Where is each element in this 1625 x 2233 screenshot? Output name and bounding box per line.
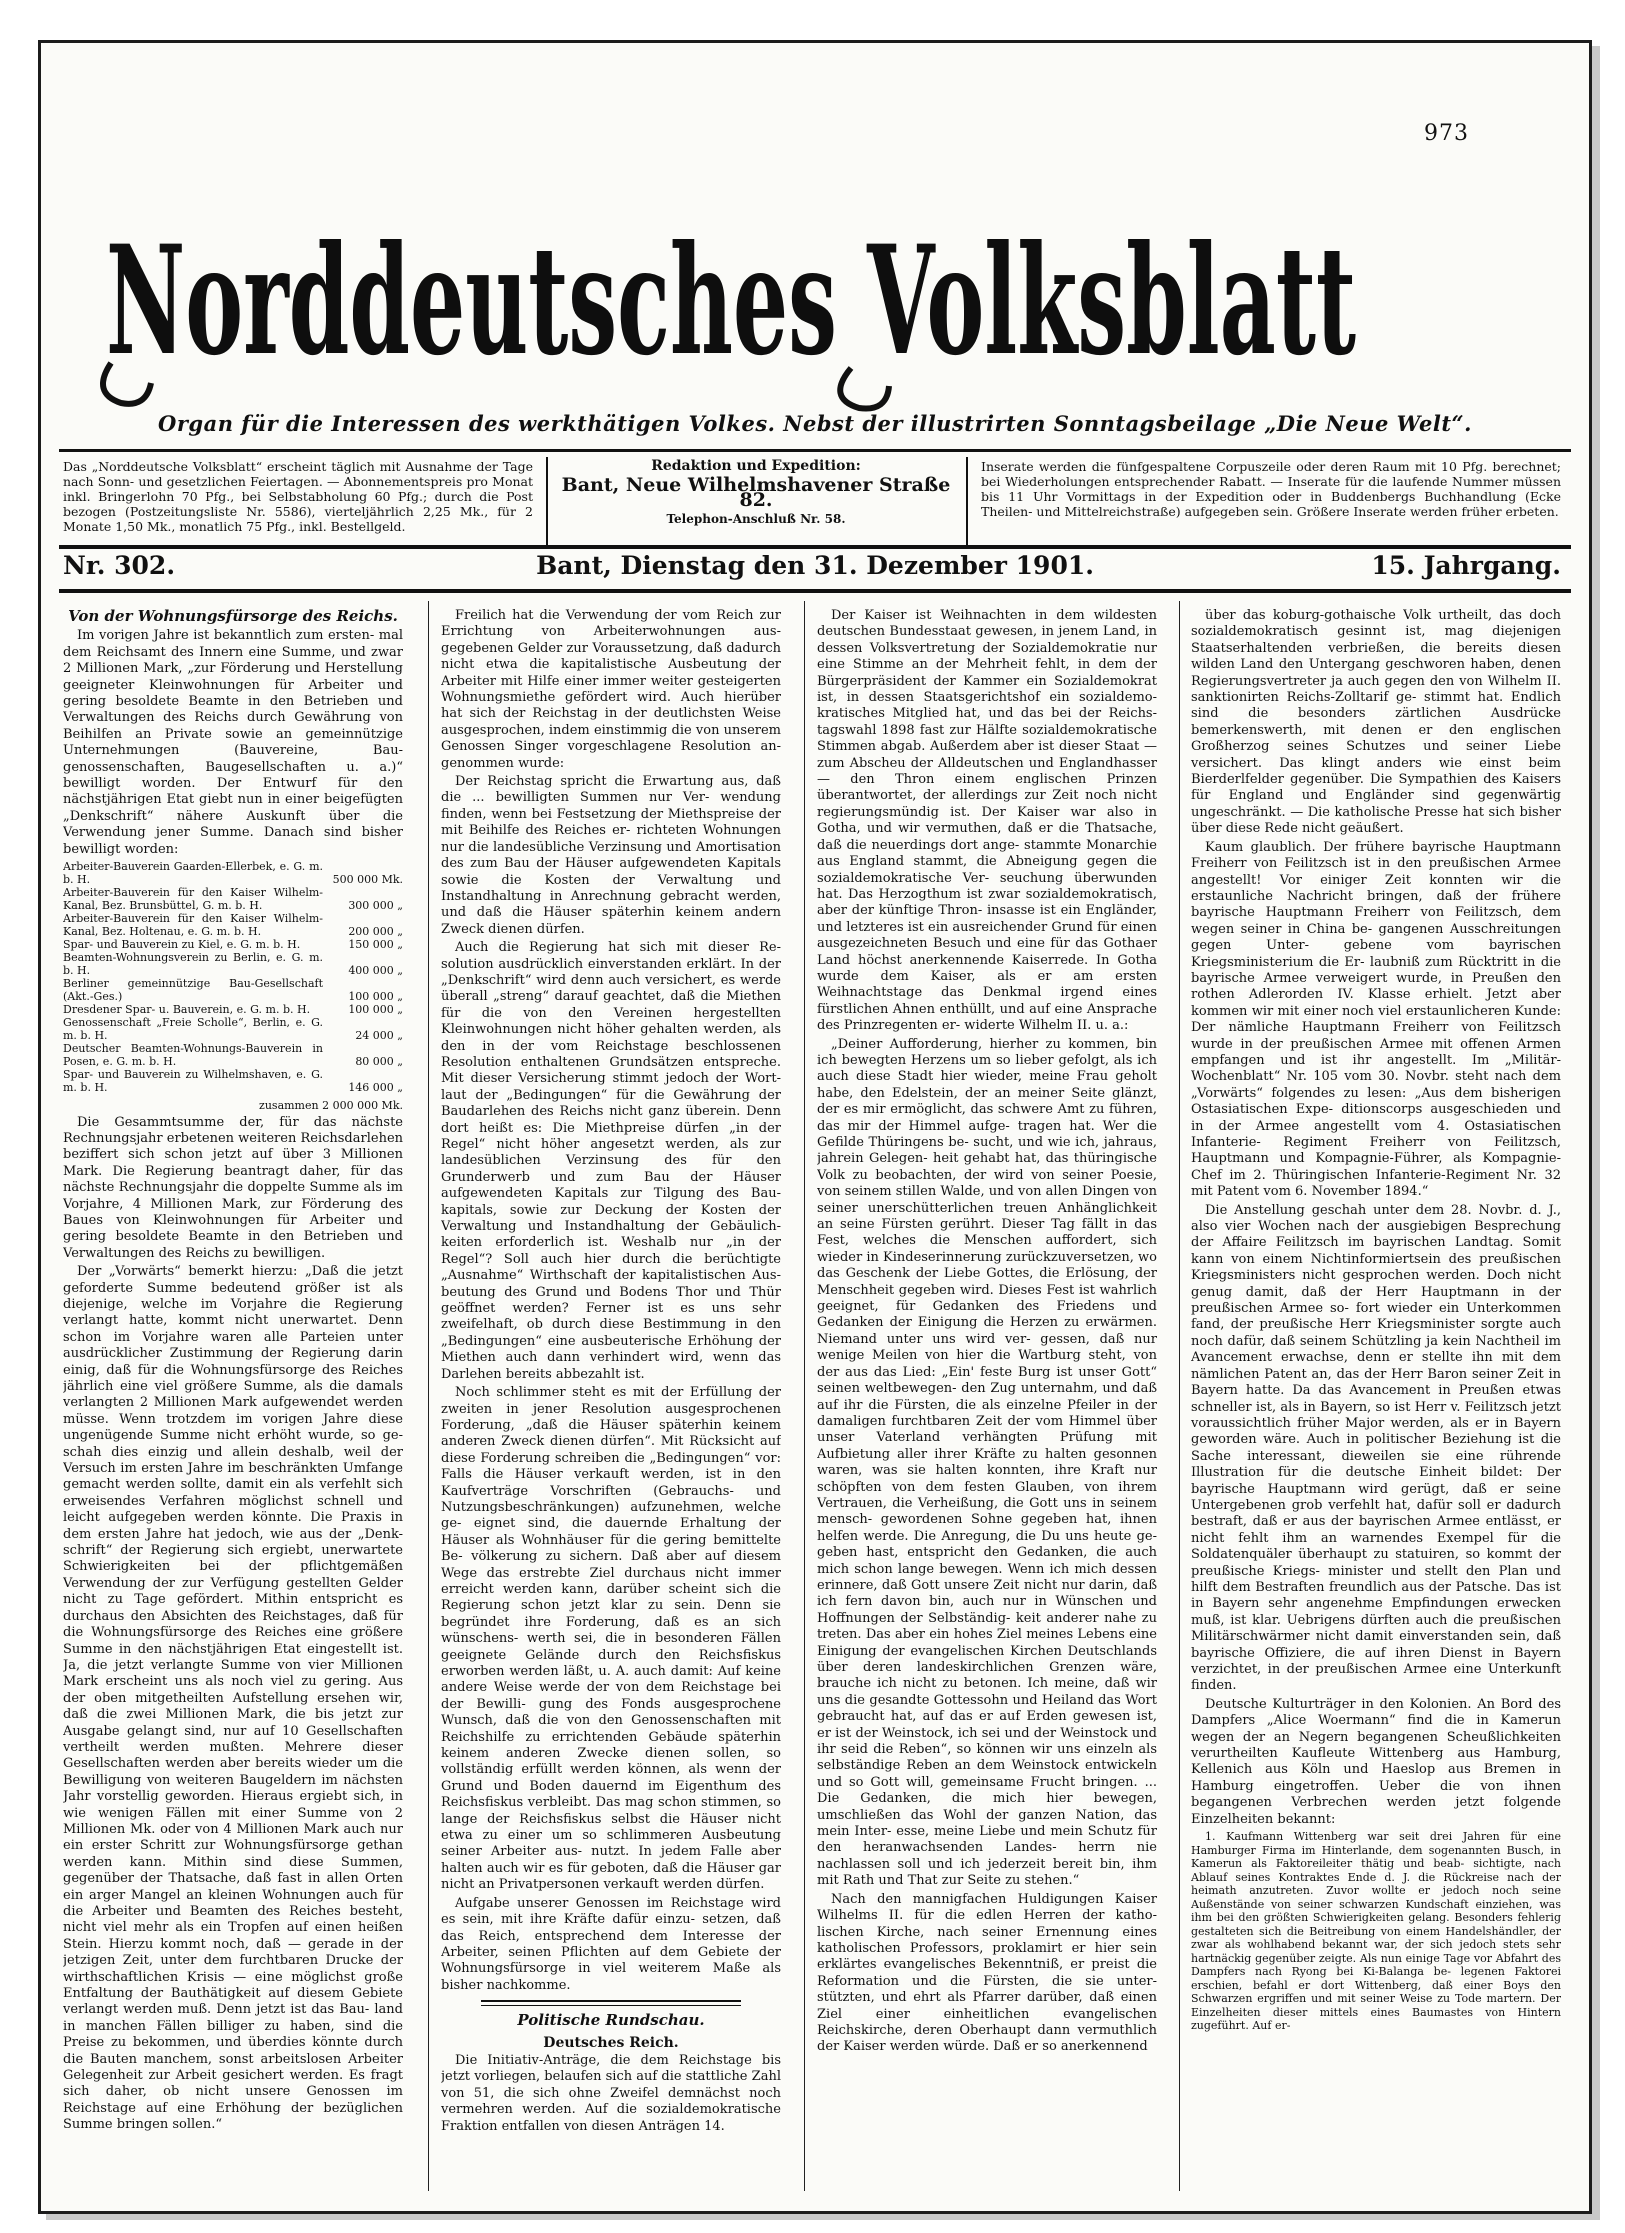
editorial-heading: Redaktion und Expedition:	[651, 458, 861, 474]
article-paragraph: Der Kaiser ist Weihnachten in dem wildesten deutschen Bundesstaat gewesen, in jenem Land, in dessen Volksvertretung der Sozialdemokratie nur eine Stimme an der Mehrheit fehlt, in dem der Bürgerpräsident der Kammer ein Sozialdemokrat ist, in dessen Staatsgerichtshof ein sozialdemo- kratisches Mitglied hat, und das bei der Reichs- tagswahl 1898 fast zur Hälfte sozialdemokratische Stimmen abgab. Außerdem aber ist dieser Staat — zum Abscheu der Alldeutschen und Englandhasser — den Thron einem englischen Prinzen überantwortet, der allerdings zur Zeit noch nicht regierungsmündig ist. Der Kaiser war also in Gotha, und wir vermuthen, daß er die Thatsache, daß die neuerdings dort ange- stammte Monarchie aus England stammt, die Abneigung gegen die sozialdemokratische Ver- seuchung überwunden hat. Das Herzogthum ist zwar sozialdemokratisch, aber der künftige Thron- insasse ist ein Engländer, und letzteres ist ein ausreichender Grund für einen ausgezeichneten Besuch und eine für das Gothaer Land höchst anerkennende Kaiserrede. In Gotha wurde dem Kaiser, als er am ersten Weihnachtstage das Denkmal irgend eines fürstlichen Ahnen enthüllt, und auf eine Ansprache des Prinzregenten er- widerte Wilhelm II. u. a.:	[817, 608, 1157, 1034]
article-paragraph: Auch die Regierung hat sich mit dieser Re- solution ausdrücklich einverstanden erklärt. In der „Denkschrift“ wird denn auch versichert, es werde überall „streng“ darauf geachtet, daß die Miethen für die von den Vereinen hergestellten Kleinwohnungen nicht höher gehalten werden, als den in der vom Reichstage beschlossenen Resolution enthaltenen Grundsätzen entspreche. Mit dieser Versicherung stimmt jedoch der Wort- laut der „Bedingungen“ für die Gewährung der Baudarlehen des Reichs nicht ganz überein. Denn dort heißt es: Die Miethpreise dürfen „in der Regel“ nicht höher angesetzt werden, als zur landesüblichen Verzinsung des für den Grunderwerb und zum Bau der Häuser aufgewendeten Kapitals zur Tilgung des Bau- kapitals, sowie zur Deckung der Kosten der Verwaltung und Instandhaltung der Gebäulich- keiten erforderlich ist. Weshalb nur „in der Regel“? Soll auch hier durch die berüchtigte „Ausnahme“ Wirthschaft der kapitalistischen Aus- beutung des Grund und Bodens Thor und Thür geöffnet werden? Ferner ist es uns sehr zweifelhaft, ob durch diese Bestimmung in den „Bedingungen“ eine ausbeuterische Erhöhung der Miethen auch dann verhindert wird, wenn das Darlehen bereits abbezahlt ist.	[441, 940, 781, 1382]
column-4	[1191, 608, 1561, 2168]
article-heading: Von der Wohnungsfürsorge des Reichs.	[68, 608, 398, 625]
funds-row	[63, 1042, 403, 1068]
funds-name: Genossenschaft „Freie Scholle“, Berlin, e. G. m. b. H.	[63, 1016, 323, 1043]
article-paragraph: Die Anstellung geschah unter dem 28. Novbr. d. J., also vier Wochen nach der ausgiebigen Besprechung der Affaire Feilitzsch im bayrischen Landtag. Somit kann von einem Nichtinformiertsein des preußischen Kriegsministers nicht gesprochen werden. Doch nicht genug damit, daß der Herr Hauptmann in der preußischen Armee so- fort wieder ein Unterkommen fand, der preußische Herr Kriegsminister sorgte auch noch dafür, daß seinem Schützling ja kein Nachtheil im Avancement erwachse, denn er stellte ihn mit dem nämlichen Patent an, das der Herr Baron seiner Zeit in Bayern hatte. Da das Avancement in Preußen etwas schneller ist, als in Bayern, so ist Herr v. Feilitzsch jetzt voraussichtlich früher Major werden, als er in Bayern geworden wäre. Auch in politischer Beziehung ist die Sache interessant, dieweilen sie eine rührende Illustration für die deutsche Einheit bildet: Der bayrische Hauptmann wird gerügt, daß er seine Untergebenen grob verfehlt hat, dafür soll er dadurch bestraft, daß er aus der bayrischen Armee entlässt, er nicht fehlt ihm an warnendes Exempel für die Soldatenquäler überhaupt zu statuiren, so kommt der preußische Kriegs- minister und stellt den Plan und hilft dem Bestraften freundlich aus der Patsche. Das ist in Bayern sehr angenehme Empfindungen erwecken muß, ist klar. Uebrigens dürften auch die preußischen Militärschwärmer nicht damit einverstanden sein, daß bayrische Offiziere, die auf ihren Dienst in Bayern verzichtet, in der preußischen Armee eine Unterkunft finden.	[1191, 1202, 1561, 1694]
masthead-subtitle: Organ für die Interessen des werkthätigen Volkes. Nebst der illustrirten Sonntagsbeilage „Die Neue Welt“.	[158, 411, 1472, 436]
column-2	[441, 608, 781, 2168]
column-1	[63, 608, 403, 2168]
section-heading: Politische Rundschau.	[517, 2011, 705, 2030]
article-paragraph: Nach den mannigfachen Huldigungen Kaiser Wilhelms II. für die edlen Herren der katho- lischen Kirche, nach seiner Ernennung eines katholischen Professors, proklamirt er hier sein erklärtes evangelisches Bekenntniß, er preist die Reformation und die Fürsten, die sie unter- stützten, und ehrt als Pfarrer darüber, daß einen Ziel einer einheitlichen evangelischen Reichskirche, deren Oberhaupt dann vermuthlich der Kaiser werden würde. Daß er so anerkennend	[817, 1891, 1157, 2055]
dateline-rule	[59, 589, 1571, 593]
article-paragraph-small: 1. Kaufmann Wittenberg war seit drei Jahren für eine Hamburger Firma im Hinterlande, dem sogenannten Busch, in Kamerun als Faktoreileiter thätig und beab- sichtigte, nach Ablauf seines Kontraktes Ende d. J. die Rückreise nach der heimath anzutreten. Zuvor wollte er jedoch noch seine Außenstände von seiner schwarzen Kundschaft einziehen, was ihm bei den größten Schwierigkeiten gelang. Besonders fehlerig gestalteten sich die Beitreibung von einem Handelshändler, der zwar als wohlhabend bekannt war, der sich jedoch stets sehr hartnäckig gegenüber zeigte. Als nun einige Tage vor Abfahrt des Dampfers nach Ryong bei Ki-Balanga be- legenen Faktorei erschien, befahl er dort Wittenberg, daß einer Boys den Schwarzen ergriffen und mit seiner Weise zu Tode martern. Der Einzelheiten dieser mittels eines Baumastes von Hintern zugeführt. Auf er-	[1191, 1830, 1561, 2033]
header-rule-top	[59, 449, 1571, 452]
column-divider-1	[428, 601, 429, 2191]
column-3	[817, 608, 1157, 2168]
column-divider-2	[804, 601, 805, 2191]
editorial-info	[561, 459, 951, 527]
article-paragraph: Deutsche Kulturträger in den Kolonien. An Bord des Dampfers „Alice Woermann“ find die in Kamerun wegen der an Negern begangenen Scheußlichkeiten verurtheilten Kaufleute Wittenberg aus Hamburg, Kellenich aus Köln und Haeslop aus Bremen in Hamburg eingetroffen. Ueber die von ihnen begangenen Verbrechen werden jetzt folgende Einzelheiten bekannt:	[1191, 1696, 1561, 1827]
article-paragraph: Kaum glaublich. Der frühere bayrische Hauptmann Freiherr von Feilitzsch ist in den preußischen Armee angestellt! Vor einiger Zeit konnten wir die erstaunliche Nachricht bringen, daß der frühere bayrische Hauptmann Freiherr von Feilitzsch, dem wegen seiner in China be- gangenen Ausschreitungen gegen Unter- gebene vom bayrischen Kriegsministerium die Er- laubniß zum Rücktritt in die bayrische Armee verweigert wurde, in Preußen den rothen Adlerorden IV. Klasse erhielt. Jetzt aber kommen wir mit einer noch viel erstaunlicheren Kunde: Der nämliche Hauptmann Freiherr von Feilitzsch wurde in der preußischen Armee mit offenen Armen empfangen und ist ihr angestellt. Im „Militär-Wochenblatt“ Nr. 105 vom 30. Novbr. steht nach dem „Vorwärts“ folgendes zu lesen: „Aus dem bisherigen Ostasiatischen Expe- ditionscorps ausgeschieden und in der Armee angestellt vom 4. Ostasiatischen Infanterie- Regiment Freiherr von Feilitzsch, Hauptmann und Kompagnie-Führer, als Kompagnie-Chef im 2. Thüringischen Infanterie-Regiment Nr. 32 mit Patent vom 6. November 1894.“	[1191, 839, 1561, 1200]
funds-row	[63, 1068, 403, 1094]
header-rule-bottom	[59, 545, 1571, 549]
funds-amount: 400 000 „	[348, 964, 403, 978]
funds-amount: 80 000 „	[355, 1055, 403, 1069]
funds-amount: 100 000 „	[348, 1003, 403, 1017]
newspaper-page	[38, 40, 1592, 2214]
article-paragraph: über das koburg-gothaische Volk urtheilt, das doch sozialdemokratisch gesinnt ist, mag diejenigen Staatserhaltenden verbrießen, die bereits diesen wilden Land den Untergang geschworen haben, denen Regierungsvertreter ja auch gegen den von Wilhelm II. sanktionirten Reichs-Zolltarif ge- stimmt hat. Endlich sind die besonders zärtlichen Ausdrücke bemerkenswerth, mit denen er den englischen Großherzog seines Schutzes und seiner Liebe versichert. Das klingt anders wie einst beim Bierderlfelder gegenüber. Die Sympathien des Kaisers für England und Engländer sind gegenwärtig ungeschränkt. — Die katholische Presse hat sich bisher über diese Rede nicht geäußert.	[1191, 608, 1561, 837]
funds-row	[63, 860, 403, 886]
masthead-title: Norddeutsches Volksblatt	[106, 213, 1356, 389]
funds-row	[63, 938, 403, 951]
funds-amount: 300 000 „	[348, 899, 403, 913]
funds-name: Arbeiter-Bauverein für den Kaiser Wilhelm- Kanal, Bez. Brunsbüttel, G. m. b. H.	[63, 886, 323, 913]
issue-number: Nr. 302.	[63, 551, 176, 580]
funds-amount: 500 000 Mk.	[332, 873, 403, 887]
funds-name: Spar- und Bauverein zu Wilhelmshaven, e. G. m. b. H.	[63, 1068, 323, 1095]
article-paragraph: „Deiner Aufforderung, hierher zu kommen, bin ich bewegten Herzens um so lieber gefolgt, als ich auch diese Stadt hier wieder, meine Frau geholt habe, den Edelstein, der an meiner Seite glänzt, der es mir ermöglicht, das schwere Amt zu führen, das mir der Himmel aufge- tragen hat. Wer die Gefilde Thüringens be- sucht, und wie ich, jahraus, jahrein Gelegen- heit gehabt hat, das thüringische Volk zu beobachten, der wird von seiner Poesie, von seinem stillen Walde, und von allen Dingen von seiner unerschütterlichen treuen Anhänglichkeit an seine Fürsten gerührt. Dieser Tag fällt in das Fest, welches die Menschen auffordert, sich wieder in Kindeserinnerung zurückzuversetzen, wo das Geschenk der Liebe Gottes, die Erlösung, der Menschheit gegeben wird. Dieses Fest ist wahrlich geeignet, für Gedanken des Friedens und Gedanken der Einigung die Herzen zu erwärmen. Niemand unter uns wird ver- gessen, daß nur wenige Meilen von hier die Wartburg steht, von der aus das Lied: „Ein' feste Burg ist unser Gott“ seinen weltbewegen- den Zug unternahm, und daß auf ihr die Fürsten, die als einzelne Pfeiler in der damaligen furchtbaren Zeit der vom Himmel über unser Vaterland verhängten Prüfung mit Aufbietung aller ihrer Kräfte zu halten gesonnen waren, was sie halten konnten, ihre Kraft nur schöpften von dem festen Glauben, von ihrem Vertrauen, die Verheißung, die Gott uns in seinem mensch- gewordenen Sohne gegeben hat, ihnen helfen werde. Die Anregung, die Du uns heute ge- geben hast, entspricht den Gedanken, die auch mich schon lange bewegen. Wenn ich mich dessen erinnere, daß Gott unsere Zeit nicht nur darin, daß ich fern davon bin, auch nur in Wünschen und Hoffnungen der Selbständig- keit anderer nahe zu treten. Das aber ein hohes Ziel meines Lebens eine Einigung der evangelischen Kirchen Deutschlands über deren landeskirchlichen Grenzen wäre, brauche ich nicht zu betonen. Ich meine, daß wir uns die gesandte Gottessohn und Heiland das Wort gebraucht hat, auf das er auf Erden gewesen ist, er ist der Weinstock, ich sei und der Weinstock und ihr seid die Reben“, so können wir uns einzeln als selbständige Reben an dem Weinstock entwickeln und so Gott will, gemeinsame Frucht bringen. ... Die Gedanken, die mich hier bewegen, umschließen das Wohl der ganzen Nation, das mein Inter- esse, meine Liebe und mein Schutz für den heranwachsenden Landes- herrn nie nachlassen soll und ich jederzeit bereit bin, ihm mit Rath und That zur Seite zu stehen.“	[817, 1036, 1157, 1889]
funds-amount: 24 000 „	[355, 1029, 403, 1043]
article-paragraph: Noch schlimmer steht es mit der Erfüllung der zweiten in jener Resolution ausgesprochenen Forderung, „daß die Häuser späterhin keinem anderen Zweck dienen dürfen“. Mit Rücksicht auf diese Forderung schreiben die „Bedingungen“ vor: Falls die Häuser verkauft werden, ist in den Kaufverträge Vorschriften (Gebrauchs- und Nutzungsbeschränkungen) aufzunehmen, welche ge- eignet sind, die dauernde Erhaltung der Häuser als Wohnhäuser für die gering bemittelte Be- völkerung zu sichern. Daß aber auf diesem Wege das erstrebte Ziel durchaus nicht immer erreicht werden kann, darüber scheint sich die Regierung schon jetzt klar zu sein. Denn sie begründet ihre Forderung, daß es an sich wünschens- werth sei, die in besonderen Fällen geeignete Gelände durch den Reichsfiskus erworben werden läßt, u. A. auch damit: Auf keine andere Weise werde der von dem Reichstage bei der Bewilli- gung des Fonds ausgesprochene Wunsch, daß die von den Genossenschaften mit Reichshilfe zu errichtenden Gebäude späterhin keinem anderen Zwecke dienen sollen, so vollständig erfüllt werden können, als wenn der Grund und Boden dauernd im Eigenthum des Reichsfiskus verbleibt. Das mag schon stimmen, so lange der Reichsfiskus selbst die Häuser nicht etwa zu einer um so schlimmeren Ausbeutung seiner Arbeiter aus- nutzt. In jedem Falle aber halten auch wir es für geboten, daß die Häuser gar nicht an Privatpersonen verkauft werden dürfen.	[441, 1385, 781, 1893]
subscription-info: Das „Norddeutsche Volksblatt“ erscheint täglich mit Ausnahme der Tage nach Sonn- und gesetzlichen Feiertagen. — Abonnementspreis pro Monat inkl. Bringerlohn 70 Pfg., bei Selbstabholung 60 Pfg.; durch die Post bezogen (Postzeitungsliste Nr. 5586), vierteljährlich 2,25 Mk., für 2 Monate 1,50 Mk., monatlich 75 Pfg., inkl. Bestellgeld.	[63, 459, 533, 534]
info-divider-right	[966, 457, 968, 549]
article-paragraph: Der „Vorwärts“ bemerkt hierzu: „Daß die jetzt geforderte Summe bedeutend größer ist als diejenige, welche im Vorjahre die Regierung verlangt hatte, kommt nicht unerwartet. Denn schon im Vorjahre waren alle Parteien unter ausdrücklicher Zustimmung der Regierung darin einig, daß für die Wohnungsfürsorge des Reiches jährlich eine viel größere Summe, als die damals verlangten 2 Millionen Mark aufgewendet werden müsse. Wenn trotzdem im vorigen Jahre diese ungenügende Summe nicht erhöht wurde, so ge- schah dies einzig und allein deshalb, weil der Versuch im ersten Jahre im beschränkten Umfange gemacht werden sollte, damit ein als verfehlt sich erweisendes Verfahren möglichst schnell und leicht aufgegeben werden könnte. Die Praxis in dem ersten Jahre hat jedoch, wie aus der „Denk- schrift“ der Regierung sich ergiebt, unerwartete Schwierigkeiten bei der pflichtgemäßen Verwendung der zur Verfügung gestellten Gelder nicht zu Tage gefördert. Mithin entspricht es durchaus den Absichten des Reichstages, daß für die Wohnungsfürsorge des Reiches eine größere Summe in den nächstjährigen Etat eingestellt ist. Ja, die jetzt verlangte Summe von vier Millionen Mark erscheint uns als noch viel zu gering. Aus der oben mitgetheilten Aufstellung ersehen wir, daß die zwei Millionen Mark, die bis jetzt zur Ausgabe gelangt sind, nur auf 10 Gesellschaften vertheilt werden mußten. Mehrere dieser Gesellschaften werden aber bereits wieder um die Bewilligung von weiteren Baugeldern im nächsten Jahr vorstellig geworden. Hieraus ergiebt sich, in wie wenigen Fällen mit einer Summe von 2 Millionen Mk. oder von 4 Millionen Mark auch nur ein erster Schritt zur Wohnungsfürsorge gethan werden kann. Mithin sind diese Summen, gegenüber der Thatsache, daß fast in allen Orten ein arger Mangel an kleinen Wohnungen auch für die Arbeiter und Beamten des Reiches besteht, nicht viel mehr als ein Tropfen auf einen heißen Stein. Hierzu kommt noch, daß — gerade in der jetzigen Zeit, unter dem furchtbaren Drucke der wirthschaftlichen Krisis — eine möglichst große Entfaltung der Bauthätigkeit auf diesem Gebiete verlangt werden muß. Denn jetzt ist das Bau- land in manchen Fällen billiger zu haben, sind die Preise zu bekommen, und überdies könnte durch die Bauten manchem, sonst arbeitslosen Arbeiter Gelegenheit zur Arbeit gesichert werden. Es fragt sich daher, ob nicht unsere Genossen im Reichstage auf eine Erhöhung der bezüglichen Summe bringen sollen.“	[63, 1264, 403, 2133]
funds-name: Deutscher Beamten-Wohnungs-Bauverein in Posen, e. G. m. b. H.	[63, 1042, 323, 1069]
funds-amount: 200 000 „	[348, 925, 403, 939]
article-paragraph: Freilich hat die Verwendung der vom Reich zur Errichtung von Arbeiterwohnungen aus- gegebenen Gelder zur Voraussetzung, daß dadurch nicht etwa die kapitalistische Ausbeutung der Arbeiter mit Hilfe einer immer weiter gesteigerten Wohnungsmiethe gefördert wird. Auch hierüber hat sich der Reichstag in der deutlichsten Weise ausgesprochen, indem einstimmig die von unserem Genossen Singer vorgeschlagene Resolution an- genommen wurde:	[441, 608, 781, 771]
funds-name: Beamten-Wohnungsverein zu Berlin, e. G. m. b. H.	[63, 951, 323, 978]
funds-row	[63, 1016, 403, 1042]
funds-amount: 146 000 „	[348, 1081, 403, 1095]
funds-total: zusammen 2 000 000 Mk.	[259, 1099, 403, 1113]
info-divider-left	[546, 457, 548, 549]
funds-row	[63, 951, 403, 977]
article-paragraph: Aufgabe unserer Genossen im Reichstage wird es sein, mit ihre Kräfte dafür einzu- setzen, daß das Reich, entsprechend dem Interesse der Arbeiter, seinen Pflichten auf dem Gebiete der Wohnungsfürsorge in viel weiterem Maße als bisher nachkomme.	[441, 1895, 781, 1993]
page-number: 973	[1424, 121, 1469, 146]
funds-name: Berliner gemeinnützige Bau-Gesellschaft (Akt.-Ges.)	[63, 977, 323, 1004]
section-divider	[481, 2000, 741, 2006]
funds-name: Dresdener Spar- u. Bauverein, e. G. m. b. H.	[63, 1003, 311, 1017]
issue-year: 15. Jahrgang.	[1371, 551, 1561, 580]
article-paragraph: Der Reichstag spricht die Erwartung aus, daß die ... bewilligten Summen nur Ver- wendung finden, wenn bei Festsetzung der Miethspreise der mit Beihilfe des Reiches er- richteten Wohnungen nur die landesübliche Verzinsung und Amortisation des zum Bau der Häuser aufgewendeten Kapitals sowie die Kosten der Verwaltung und Instandhaltung in Anrechnung gebracht werden, und daß die Häuser späterhin keinem andern Zweck dienen dürfen.	[441, 774, 781, 937]
funds-amount: 100 000 „	[348, 990, 403, 1004]
funds-row	[63, 912, 403, 938]
funds-name: Spar- und Bauverein zu Kiel, e. G. m. b. H.	[63, 938, 301, 952]
funds-row	[63, 1003, 403, 1016]
dateline	[63, 551, 1567, 585]
column-divider-3	[1179, 601, 1180, 2191]
funds-name: Arbeiter-Bauverein Gaarden-Ellerbek, e. G. m. b. H.	[63, 860, 323, 887]
editorial-phone: Telephon-Anschluß Nr. 58.	[666, 512, 846, 526]
editorial-address: Bant, Neue Wilhelmshavener Straße 82.	[561, 474, 951, 511]
funds-row	[63, 977, 403, 1003]
advertising-info: Inserate werden die fünfgespaltene Corpuszeile oder deren Raum mit 10 Pfg. berechnet; bei Wiederholungen entsprechender Rabatt. — Inserate für die laufende Nummer müssen bis 11 Uhr Vormittags in der Expedition oder in Buddenbergs Buchhandlung (Ecke Theilen- und Mittelreichstraße) aufgegeben sein. Größere Inserate werden früher erbeten.	[981, 459, 1561, 519]
masthead	[81, 163, 1381, 423]
masthead-svg	[81, 163, 1381, 423]
section-subheading: Deutsches Reich.	[543, 2034, 679, 2051]
issue-date: Bant, Dienstag den 31. Dezember 1901.	[536, 551, 1094, 580]
funds-amount: 150 000 „	[348, 938, 403, 952]
funds-row	[63, 886, 403, 912]
article-paragraph: Die Initiativ-Anträge, die dem Reichstage bis jetzt vorliegen, belaufen sich auf die stattliche Zahl von 51, die sich ohne Zweifel demnächst noch vermehren werden. Auf die sozialdemokratische Fraktion entfallen von diesen Anträgen 14.	[441, 2052, 781, 2134]
article-paragraph: Die Gesammtsumme der, für das nächste Rechnungsjahr erbetenen weiteren Reichsdarlehen beziffert sich schon jetzt auf über 3 Millionen Mark. Die Regierung beantragt daher, für das nächste Rechnungsjahr die doppelte Summe als im Vorjahre, 4 Millionen Mark, zur Förderung des Baues von Kleinwohnungen für Arbeiter und gering besoldete Beamte in den Betrieben und Verwaltungen des Reichs zu bewilligen.	[63, 1114, 403, 1261]
article-paragraph: Im vorigen Jahre ist bekanntlich zum ersten- mal dem Reichsamt des Innern eine Summe, und zwar 2 Millionen Mark, „zur Förderung und Herstellung geeigneter Kleinwohnungen für Arbeiter und gering besoldete Beamte in den Betrieben und Verwaltungen des Reichs durch Gewährung von Beihilfen an Private sowie an gemeinnützige Unternehmungen (Bauvereine, Bau- genossenschaften, Baugesellschaften u. a.)“ bewilligt worden. Der Entwurf für den nächstjährigen Etat giebt nun in einer beigefügten „Denkschrift“ nähere Auskunft über die Verwendung jener Summe. Danach sind bisher bewilligt worden:	[63, 628, 403, 857]
funds-table	[63, 860, 403, 1094]
funds-name: Arbeiter-Bauverein für den Kaiser Wilhelm- Kanal, Bez. Holtenau, e. G. m. b. H.	[63, 912, 323, 939]
